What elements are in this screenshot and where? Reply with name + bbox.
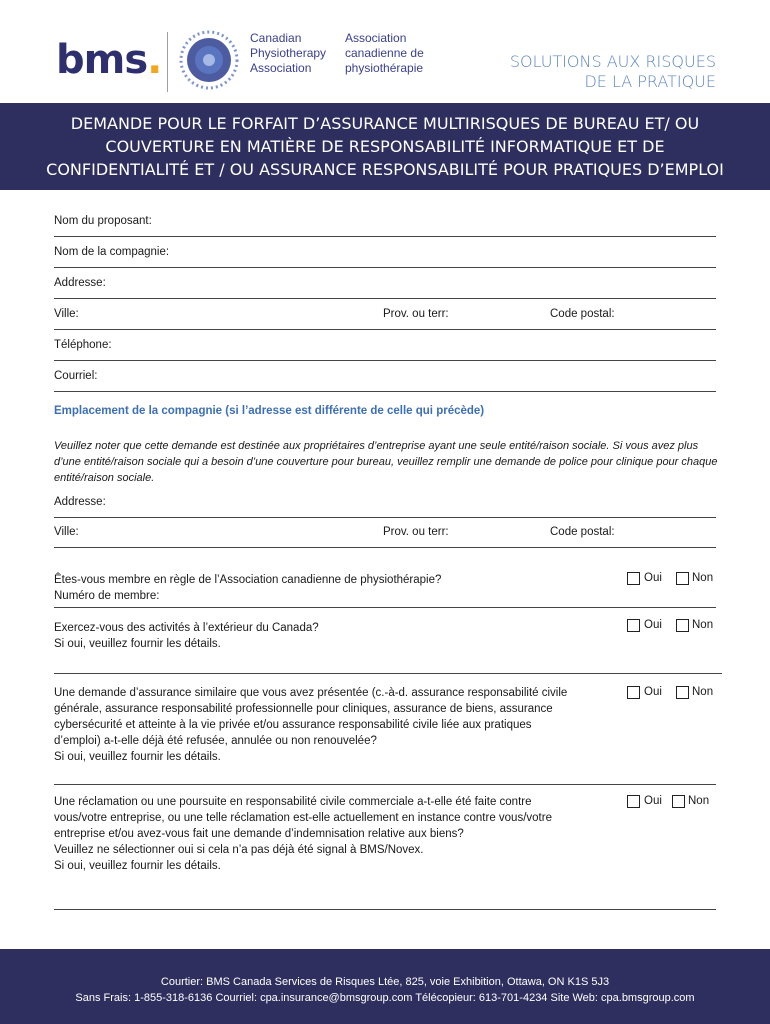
- email-field[interactable]: [54, 360, 716, 392]
- association-fr-line: physiothérapie: [345, 61, 424, 75]
- association-en-line: Canadian: [250, 31, 302, 45]
- q2-yes-label: Oui: [644, 619, 662, 631]
- title-line: DEMANDE POUR LE FORFAIT D’ASSURANCE MULTIRISQUES DE BUREAU ET/ OU: [70, 114, 700, 133]
- association-name-en: [250, 31, 326, 76]
- association-fr-line: Association: [345, 31, 407, 45]
- q2-no-label: Non: [692, 619, 714, 631]
- q3-no-checkbox[interactable]: [676, 686, 689, 699]
- bms-logo: [56, 38, 161, 82]
- question-line: Une réclamation ou une poursuite en responsabilité civile commerciale a-t-elle été faite contre: [54, 796, 532, 808]
- question-outside-canada: [54, 620, 624, 652]
- q3-yes-label: Oui: [644, 686, 662, 698]
- location-city-label: Ville:: [54, 526, 79, 538]
- cpa-logo-mark: [172, 28, 246, 92]
- question-line: Si oui, veuillez fournir les détails.: [54, 638, 221, 650]
- q1-no-label: Non: [692, 572, 714, 584]
- location-city-province-postal-row[interactable]: [54, 516, 716, 548]
- question-line: vous/votre entreprise, ou une telle réclamation est-elle actuellement en instance contre vous/votre: [54, 812, 552, 824]
- association-en-line: Association: [250, 61, 312, 75]
- association-fr-line: canadienne de: [345, 46, 424, 60]
- proposer-label: Nom du proposant:: [54, 215, 152, 227]
- email-label: Courriel:: [54, 370, 98, 382]
- company-field[interactable]: [54, 236, 716, 268]
- location-address-field[interactable]: [54, 486, 716, 518]
- title-line: CONFIDENTIALITÉ ET / OU ASSURANCE RESPONSABILITÉ POUR PRATIQUES D’EMPLOI: [46, 160, 724, 179]
- location-postal-label: Code postal:: [550, 526, 615, 538]
- question-line: Veuillez ne sélectionner oui si cela n’a pas déjà été signal à BMS/Novex.: [54, 844, 424, 856]
- footer-contact-line: Sans Frais: 1-855-318-6136 Courriel: cpa.insurance@bmsgroup.com Télécopieur: 613-701-4234 Site Web: cpa.bmsgroup.com: [75, 992, 695, 1004]
- location-heading: Emplacement de la compagnie (si l’adresse est différente de celle qui précède): [54, 405, 485, 417]
- footer-broker-line: Courtier: BMS Canada Services de Risques Ltée, 825, voie Exhibition, Ottawa, ON K1S 5J3: [160, 976, 610, 988]
- tagline-line: SOLUTIONS AUX RISQUES: [509, 52, 716, 71]
- q4-no-label: Non: [688, 795, 710, 807]
- document-title: [46, 112, 724, 181]
- q2-yes-checkbox[interactable]: [627, 619, 640, 632]
- address-field[interactable]: [54, 267, 716, 299]
- question-line: d’emploi) a-t-elle déjà été refusée, annulée ou non renouvelée?: [54, 735, 377, 747]
- divider: [54, 673, 722, 674]
- tagline-line: DE LA PRATIQUE: [584, 72, 716, 91]
- question-line: entreprise et/ou avez-vous fait une demande d’indemnisation relative aux biens?: [54, 828, 464, 840]
- question-line: Si oui, veuillez fournir les détails.: [54, 751, 221, 763]
- q3-no-label: Non: [692, 686, 714, 698]
- location-note: Veuillez noter que cette demande est destinée aux propriétaires d’entreprise ayant une seule entité/raison sociale. Si vous avez plus d’une entité/raison sociale qui a besoin d’une couverture pour bureau, veuillez remplir une demande de police pour clinique pour chaque entité/raison sociale.: [54, 440, 718, 484]
- q1-yes-label: Oui: [644, 572, 662, 584]
- phone-field[interactable]: [54, 329, 716, 361]
- proposer-field[interactable]: [54, 205, 716, 237]
- province-label: Prov. ou terr:: [383, 308, 449, 320]
- tagline: [510, 52, 716, 92]
- phone-label: Téléphone:: [54, 339, 112, 351]
- divider: [54, 784, 716, 785]
- city-label: Ville:: [54, 308, 79, 320]
- question-membership: [54, 572, 624, 604]
- bms-logo-dot: .: [147, 37, 162, 83]
- title-band: [0, 103, 770, 190]
- divider: [54, 607, 716, 608]
- footer: [0, 949, 770, 1024]
- question-claims: [54, 794, 624, 874]
- q1-no-checkbox[interactable]: [676, 572, 689, 585]
- question-line: générale, assurance responsabilité professionnelle pour cliniques, assurance de biens, assurance: [54, 703, 553, 715]
- q4-no-checkbox[interactable]: [672, 795, 685, 808]
- bms-logo-text: bms: [56, 37, 148, 83]
- q1-yes-checkbox[interactable]: [627, 572, 640, 585]
- company-label: Nom de la compagnie:: [54, 246, 170, 258]
- association-name-fr: [345, 31, 424, 76]
- divider: [54, 909, 716, 910]
- question-line: Exercez-vous des activités à l’extérieur du Canada?: [54, 622, 319, 634]
- city-province-postal-row[interactable]: [54, 298, 716, 330]
- question-line: Si oui, veuillez fournir les détails.: [54, 860, 221, 872]
- q4-yes-checkbox[interactable]: [627, 795, 640, 808]
- question-line: Une demande d’assurance similaire que vous avez présentée (c.-à-d. assurance responsabilité civile: [54, 687, 568, 699]
- location-address-label: Addresse:: [54, 496, 106, 508]
- postal-label: Code postal:: [550, 308, 615, 320]
- address-label: Addresse:: [54, 277, 106, 289]
- question-prior-refusal: [54, 685, 624, 765]
- title-line: COUVERTURE EN MATIÈRE DE RESPONSABILITÉ INFORMATIQUE ET DE: [105, 137, 665, 156]
- q2-no-checkbox[interactable]: [676, 619, 689, 632]
- question-line: Êtes-vous membre en règle de l’Association canadienne de physiothérapie?: [54, 574, 442, 586]
- logo-divider: [167, 32, 168, 92]
- q3-yes-checkbox[interactable]: [627, 686, 640, 699]
- question-line: Numéro de membre:: [54, 590, 160, 602]
- q4-yes-label: Oui: [644, 795, 662, 807]
- association-en-line: Physiotherapy: [250, 46, 327, 60]
- question-line: cybersécurité et atteinte à la vie privée et/ou assurance responsabilité civile liée aux pratiques: [54, 719, 532, 731]
- location-province-label: Prov. ou terr:: [383, 526, 449, 538]
